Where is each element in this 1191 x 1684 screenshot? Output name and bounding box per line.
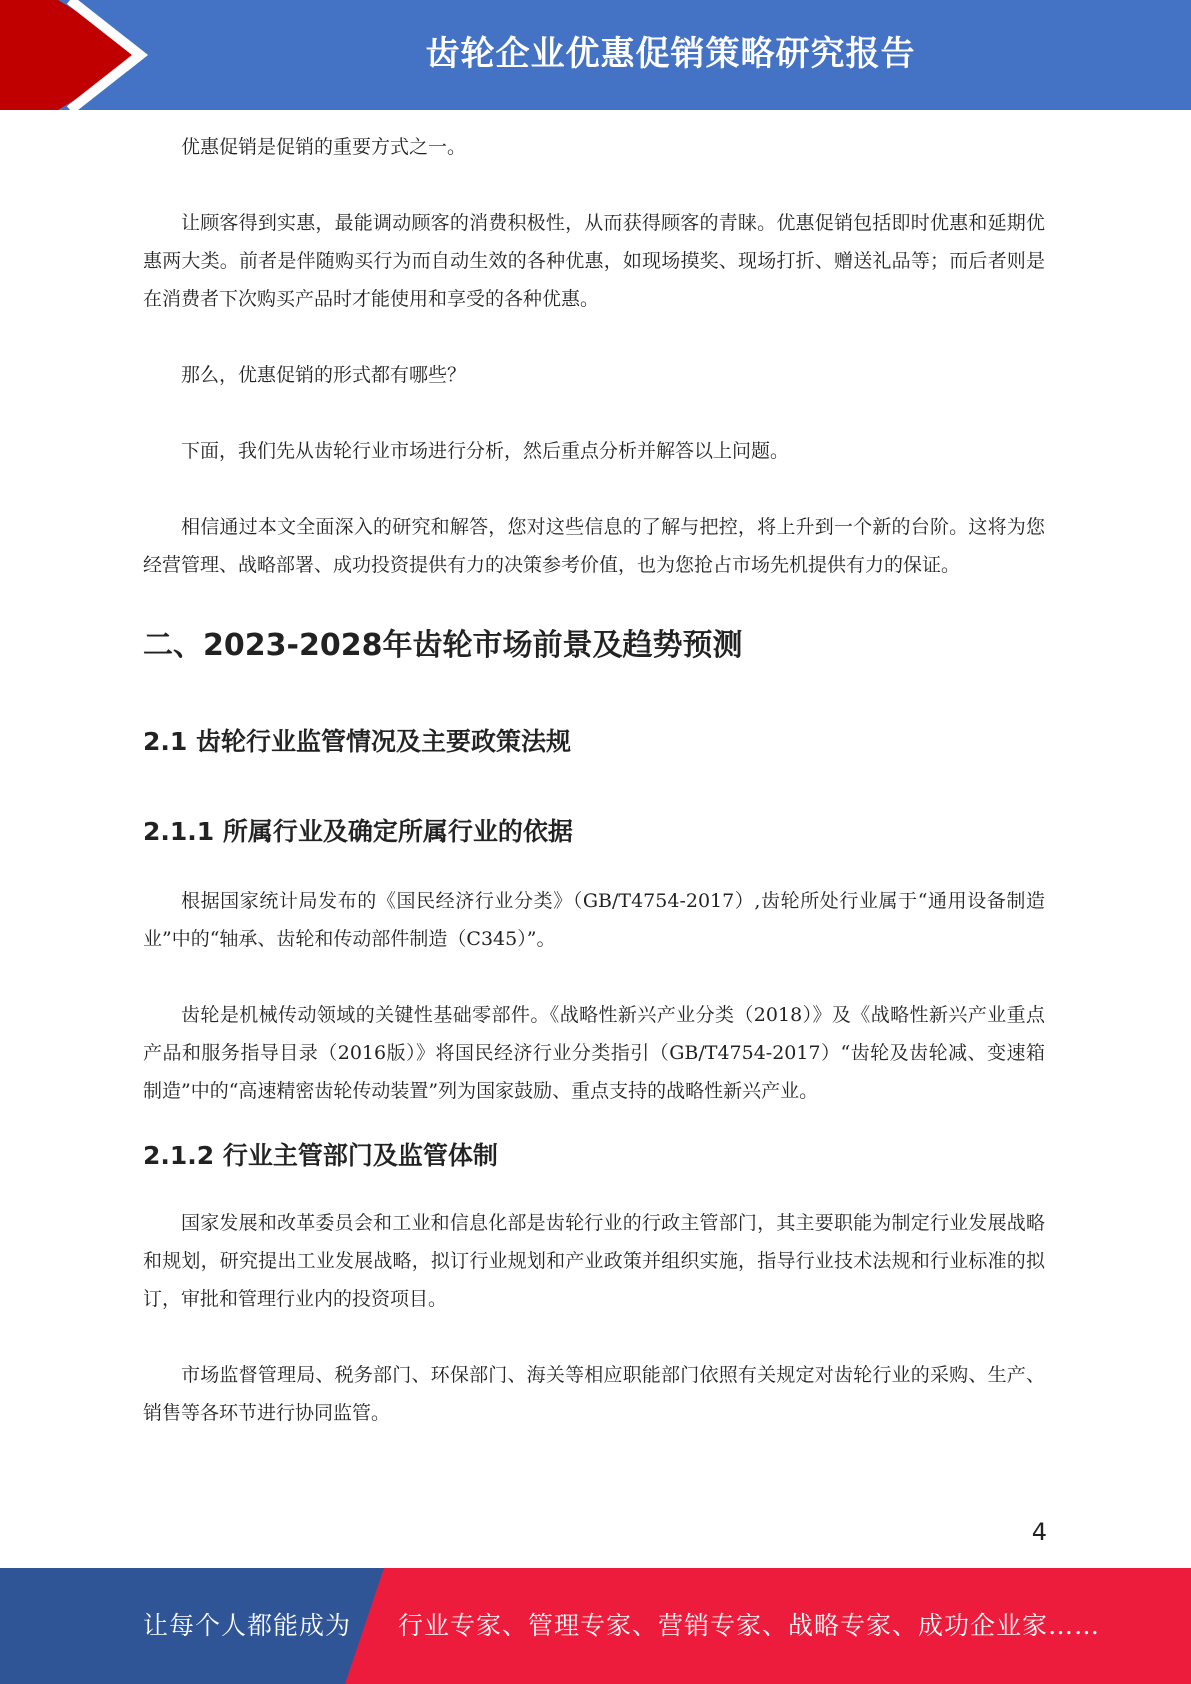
paragraph-intro: 优惠促销是促销的重要方式之一。 bbox=[181, 136, 467, 158]
heading-2-1-1: 2.1.1 所属行业及确定所属行业的依据 bbox=[143, 817, 573, 846]
paragraph-regulators: 国家发展和改革委员会和工业和信息化部是齿轮行业的行政主管部门，其主要职能为制定行业发展战略和规划，研究提出工业发展战略，拟订行业规划和产业政策并组织实施，指导行业技术法规和行业标准的拟订，审批和管理行业内的投资项目。 bbox=[143, 1212, 1045, 1310]
paragraph-discount-types: 让顾客得到实惠，最能调动顾客的消费积极性，从而获得顾客的青睐。优惠促销包括即时优惠和延期优惠两大类。前者是伴随购买行为而自动生效的各种优惠，如现场摸奖、现场打折、赠送礼品等；而后者则是在消费者下次购买产品时才能使用和享受的各种优惠。 bbox=[143, 212, 1045, 310]
footer-slogan-left: 让每个人都能成为 bbox=[143, 1611, 352, 1640]
page-header bbox=[0, 0, 1191, 110]
report-title: 齿轮企业优惠促销策略研究报告 bbox=[425, 34, 916, 74]
chevron-red-shape bbox=[0, 0, 148, 110]
page-footer bbox=[0, 1568, 1191, 1684]
page-number: 4 bbox=[1031, 1518, 1047, 1546]
footer-slogan-right: 行业专家、管理专家、营销专家、战略专家、成功企业家…… bbox=[398, 1611, 1101, 1640]
document-body bbox=[143, 128, 1045, 1432]
heading-2-1-2: 2.1.2 行业主管部门及监管体制 bbox=[143, 1141, 498, 1170]
heading-2-1: 2.1 齿轮行业监管情况及主要政策法规 bbox=[143, 727, 571, 756]
paragraph-value: 相信通过本文全面深入的研究和解答，您对这些信息的了解与把控，将上升到一个新的台阶。这将为您经营管理、战略部署、成功投资提供有力的决策参考价值，也为您抢占市场先机提供有力的保证。 bbox=[143, 516, 1045, 576]
paragraph-industry-classification: 根据国家统计局发布的《国民经济行业分类》（GB/T4754-2017）,齿轮所处行业属于“通用设备制造业”中的“轴承、齿轮和传动部件制造（C345）”。 bbox=[143, 890, 1045, 950]
paragraph-question: 那么，优惠促销的形式都有哪些？ bbox=[181, 364, 467, 386]
paragraph-cooperative-supervision: 市场监督管理局、税务部门、环保部门、海关等相应职能部门依照有关规定对齿轮行业的采购、生产、销售等各环节进行协同监管。 bbox=[143, 1364, 1045, 1424]
section-heading-2: 二、2023-2028年齿轮市场前景及趋势预测 bbox=[143, 628, 743, 663]
paragraph-analysis-plan: 下面，我们先从齿轮行业市场进行分析，然后重点分析并解答以上问题。 bbox=[181, 440, 790, 462]
paragraph-strategic-industry: 齿轮是机械传动领域的关键性基础零部件。《战略性新兴产业分类（2018）》及《战略性新兴产业重点产品和服务指导目录（2016版）》将国民经济行业分类指引（GB/T4754-2017）“齿轮及齿轮减、变速箱制造”中的“高速精密齿轮传动装置”列为国家鼓励、重点支持的战略性新兴产业。 bbox=[143, 1004, 1045, 1102]
